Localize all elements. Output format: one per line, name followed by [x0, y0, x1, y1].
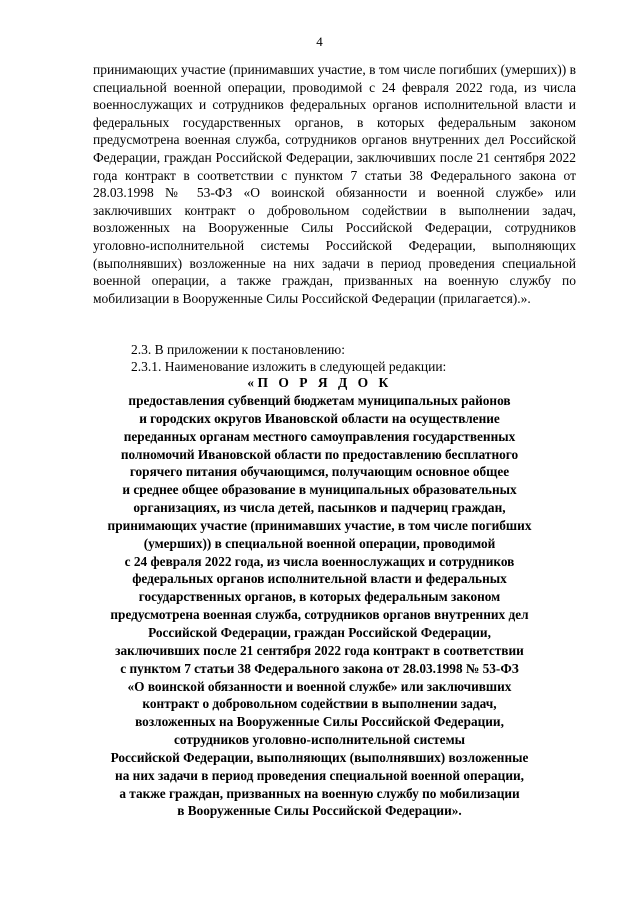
- heading-line: возложенных на Вооруженные Силы Российской Федерации,: [135, 714, 504, 730]
- heading-line: и городских округов Ивановской области на осуществление: [139, 410, 500, 426]
- heading-line: государственных органов, в которых федеральным законом: [138, 589, 501, 605]
- heading-line: федеральных органов исполнительной власти и федеральных: [132, 571, 507, 587]
- item-2-3-1: 2.3.1. Наименование изложить в следующей редакции:: [131, 359, 447, 374]
- heading-line: принимающих участие (принимавших участие, в том числе погибших: [107, 517, 532, 533]
- heading-line: «О воинской обязанности и военной службе» или заключивших: [127, 678, 512, 694]
- heading-line: а также граждан, призванных на военную службу по мобилизации: [119, 785, 520, 801]
- heading-line: контракт о добровольном содействии в выполнении задач,: [142, 696, 497, 712]
- heading-line: Российской Федерации, выполняющих (выполнявших) возложенные: [110, 749, 529, 765]
- body-paragraph: принимающих участие (принимавших участие, в том числе погибших (умерших)) в специальной военной операции, проводимой с 24 февраля 2022 года, из числа военнослужащих и сотрудников федеральных органов исполнительной власти и федеральных государственных органов, в которых федеральным законом предусмотрена военная служба, сотрудников органов внутренних дел Российской Федерации, граждан Российской Федерации, заключивших после 21 сентября 2022 года контракт в соответствии с пунктом 7 статьи 38 Федерального закона от 28.03.1998 № 53-ФЗ «О воинской обязанности и военной службе» или заключивших контракт о добровольном содействии в выполнении задач, возложенных на Вооруженные Силы Российской Федерации, сотрудников уголовно-исполнительной системы Российской Федерации, выполняющих (выполнявших) возложенные на них задачи в период проведения специальной военной операции, а также граждан, призванных на военную службу по мобилизации в Вооруженные Силы Российской Федерации (прилагается).».: [93, 62, 576, 306]
- page-number: 4: [316, 34, 323, 49]
- heading-line: предоставления субвенций бюджетам муниципальных районов: [128, 393, 511, 408]
- heading-line: на них задачи в период проведения специальной военной операции,: [115, 767, 524, 783]
- heading-line: заключивших после 21 сентября 2022 года контракт в соответствии: [115, 642, 524, 658]
- heading-line: (умерших)) в специальной военной операции, проводимой: [143, 535, 496, 551]
- heading-line: организациях, из числа детей, пасынков и падчериц граждан,: [133, 500, 506, 516]
- heading-line: Российской Федерации, граждан Российской Федерации,: [148, 624, 491, 640]
- heading-line: предусмотрена военная служба, сотрудников органов внутренних дел: [110, 607, 529, 623]
- heading-line: переданных органам местного самоуправления государственных: [123, 428, 516, 444]
- heading-line: с 24 февраля 2022 года, из числа военнослужащих и сотрудников: [124, 553, 515, 569]
- heading-line: с пунктом 7 статьи 38 Федерального закона от 28.03.1998 № 53-ФЗ: [120, 660, 519, 676]
- heading-line: в Вооруженные Силы Российской Федерации».: [177, 803, 462, 819]
- heading-line: полномочий Ивановской области по предоставлению бесплатного: [120, 446, 519, 462]
- order-title: «П О Р Я Д О К: [247, 375, 392, 390]
- heading-line: и среднее общее образование в муниципальных образовательных: [122, 482, 517, 498]
- item-2-3: 2.3. В приложении к постановлению:: [131, 342, 346, 357]
- heading-line: горячего питания обучающимся, получающим основное общее: [129, 464, 510, 480]
- heading-line: сотрудников уголовно-исполнительной системы: [173, 732, 466, 748]
- order-heading: [60, 392, 579, 820]
